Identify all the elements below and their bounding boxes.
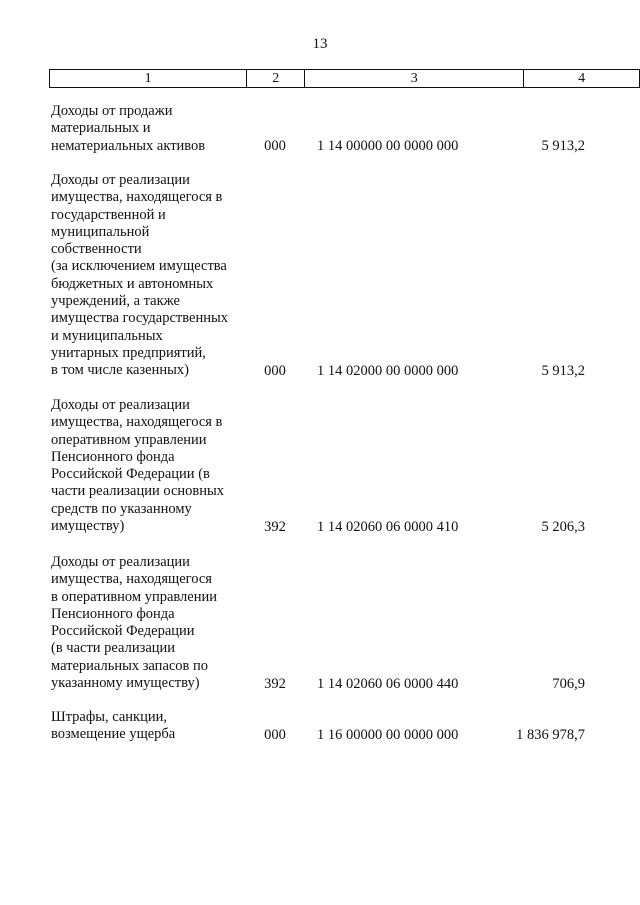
column-header-3: 3 [305,70,524,88]
amount: 1 836 978,7 [516,726,585,743]
income-name-line: нематериальных активов [51,137,206,154]
income-name-line: указанному имуществу) [51,675,200,692]
income-name-line: имущества государственных [51,310,228,327]
income-name-line: в оперативном управлении [51,588,218,605]
amount: 706,9 [552,675,585,692]
income-name-line: материальных запасов по [51,657,209,674]
income-name-line: собственности [51,241,142,258]
table-row [0,172,640,380]
budget-classification-code: 1 14 02060 06 0000 440 [317,675,459,692]
income-name-line: (в части реализации [51,640,176,657]
income-name-line: Российской Федерации [51,623,195,640]
admin-code: 000 [264,362,286,379]
column-header-4: 4 [524,70,640,88]
income-name-line: и муниципальных [51,327,163,344]
income-name-line: в том числе казенных) [51,362,189,379]
income-name-line: Доходы от продажи [51,103,173,119]
income-name-line: материальных и [51,120,151,137]
income-name [51,103,251,155]
income-name-line: оперативном управлении [51,431,207,448]
amount: 5 913,2 [541,137,585,154]
income-name-line: имущества, находящегося [51,571,212,588]
income-name-line: Штрафы, санкции, [51,709,167,725]
income-name [51,709,251,744]
income-name [51,554,251,692]
admin-code: 000 [264,137,286,154]
income-name-line: средств по указанному [51,500,192,517]
income-name-line: возмещение ущерба [51,726,176,743]
income-name-line: Пенсионного фонда [51,448,175,465]
income-name-line: имуществу) [51,518,125,535]
income-name-line: части реализации основных [51,483,225,500]
income-name-line: имущества, находящегося в [51,414,223,431]
income-name-line: учреждений, а также [51,293,180,310]
budget-classification-code: 1 14 00000 00 0000 000 [317,137,459,154]
table-row [0,103,640,155]
income-name-line: бюджетных и автономных [51,275,214,292]
income-name [51,172,251,380]
column-header-1: 1 [50,70,247,88]
admin-code: 392 [264,675,286,692]
column-header-table [49,69,640,88]
amount: 5 913,2 [541,362,585,379]
income-name [51,397,251,535]
page-number: 13 [312,36,328,52]
income-name-line: Российской Федерации (в [51,466,210,483]
table-row [0,554,640,693]
budget-classification-code: 1 14 02060 06 0000 410 [317,518,459,535]
income-name-line: Доходы от реализации [51,554,190,570]
amount: 5 206,3 [541,518,585,535]
income-name-line: имущества, находящегося в [51,189,223,206]
income-name-line: Доходы от реализации [51,172,190,188]
income-name-line: Пенсионного фонда [51,605,175,622]
income-name-line: государственной и [51,206,166,223]
admin-code: 392 [264,518,286,535]
budget-classification-code: 1 16 00000 00 0000 000 [317,726,459,743]
admin-code: 000 [264,726,286,743]
income-name-line: унитарных предприятий, [51,344,206,361]
budget-classification-code: 1 14 02000 00 0000 000 [317,362,459,379]
column-header-2: 2 [247,70,305,88]
income-name-line: Доходы от реализации [51,397,190,413]
income-name-line: (за исключением имущества [51,258,227,275]
table-row [0,397,640,536]
income-name-line: муниципальной [51,223,150,240]
table-row [0,709,640,744]
